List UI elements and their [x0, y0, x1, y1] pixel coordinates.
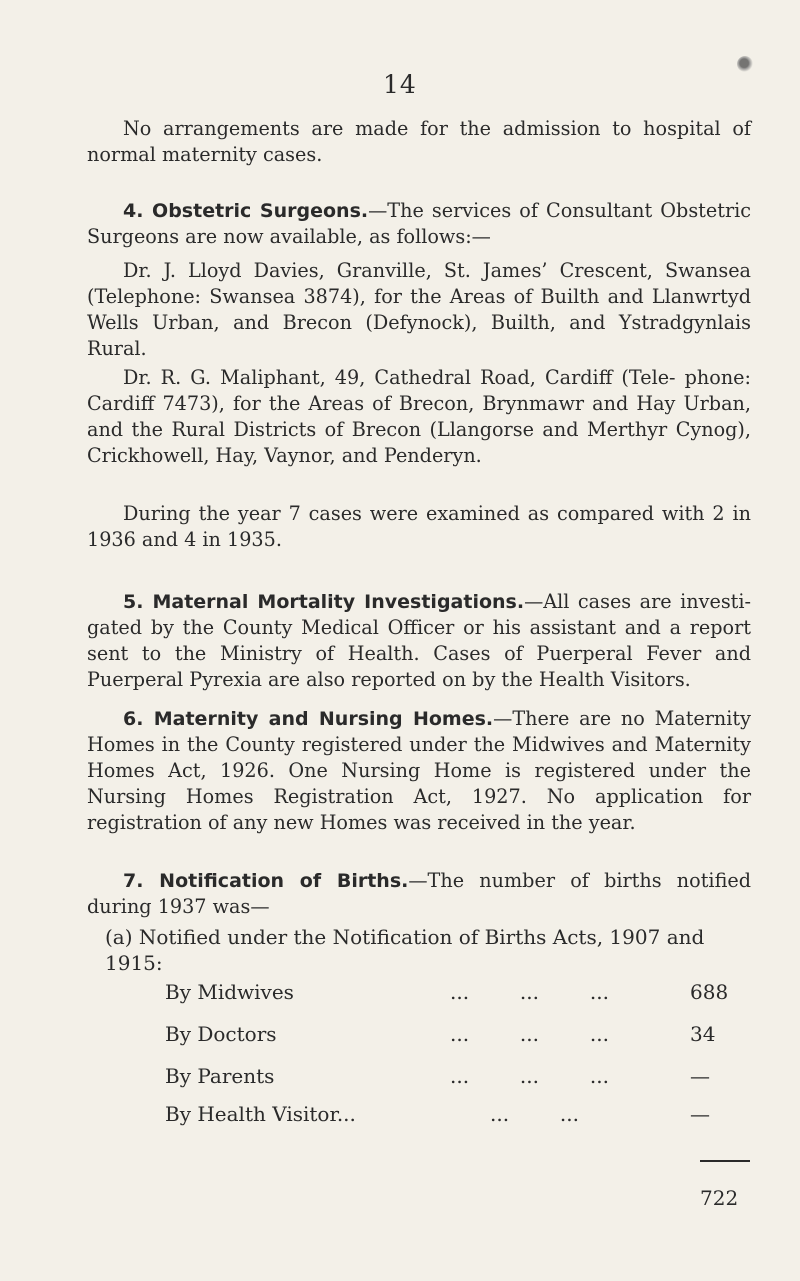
section-4-paragraph — [87, 198, 751, 250]
notification-label: By Health Visitor... — [165, 1102, 356, 1126]
notification-row — [165, 1022, 750, 1046]
section-4-heading: 4. Obstetric Surgeons. — [123, 200, 369, 222]
notification-value: 34 — [690, 1022, 716, 1046]
section-6-heading: 6. Maternity and Nursing Homes. — [123, 708, 494, 730]
section-4-text: —The services of Consultant Obstetric Surgeons are now available, as follows:— — [87, 199, 751, 248]
notification-row — [165, 980, 750, 1004]
during-year-paragraph: During the year 7 cases were examined as compared with 2 in 1936 and 4 in 1935. — [87, 502, 751, 551]
section-5-paragraph — [87, 589, 751, 693]
page-number: 14 — [383, 70, 417, 99]
section-6-text: —There are no Maternity Homes in the County registered under the Midwives and Maternity Homes Act, 1926. One Nursing Home is registered under the Nursing Homes Registration Act, 1927. No application for registration of any new Homes was received in the year. — [87, 707, 751, 834]
leader-dots: ... ... ... — [450, 1064, 609, 1088]
ink-smudge — [737, 56, 753, 72]
notification-label: By Parents — [165, 1064, 275, 1088]
intro-paragraph: No arrangements are made for the admission to hospital of normal maternity cases. — [87, 117, 751, 166]
davies-paragraph: Dr. J. Lloyd Davies, Granville, St. James’ Crescent, Swansea (Telephone: Swansea 3874), for the Areas of Builth and Llanwrtyd Wells Urban, and Brecon (Defynock), Builth, and Ystradgynlais Rural. — [87, 259, 751, 360]
notification-row — [165, 1102, 750, 1126]
section-5-text: —All cases are investi- gated by the County Medical Officer or his assistant and a report sent to the Ministry of Health. Cases of Puerperal Fever and Puerperal Pyrexia are also reported on by the Health Visitors. — [87, 590, 751, 691]
notification-label: By Doctors — [165, 1022, 277, 1046]
leader-dots: ... ... — [490, 1102, 580, 1126]
notification-label: By Midwives — [165, 980, 294, 1004]
section-5-heading: 5. Maternal Mortality Investigations. — [123, 591, 525, 613]
leader-dots: ... ... ... — [450, 980, 609, 1004]
leader-dots: ... ... ... — [450, 1022, 609, 1046]
subsection-a: (a) Notified under the Notification of Births Acts, 1907 and 1915: — [105, 925, 705, 975]
section-6-paragraph — [87, 706, 751, 836]
total-value: 722 — [700, 1186, 739, 1210]
notification-value: 688 — [690, 980, 729, 1004]
total-rule — [700, 1160, 750, 1162]
maliphant-paragraph: Dr. R. G. Maliphant, 49, Cathedral Road, Cardiff (Tele- phone: Cardiff 7473), for the Areas of Brecon, Brynmawr and Hay Urban, and the Rural Districts of Brecon (Llangorse and Merthyr Cynog), Crickhowell, Hay, Vaynor, and Penderyn. — [87, 366, 751, 467]
section-7-text: —The number of births notified during 1937 was— — [87, 869, 751, 918]
section-7-heading: 7. Notification of Births. — [123, 870, 409, 892]
notification-value: — — [690, 1102, 710, 1126]
section-7-paragraph — [87, 868, 751, 920]
notification-row — [165, 1064, 750, 1088]
notification-value: — — [690, 1064, 710, 1088]
